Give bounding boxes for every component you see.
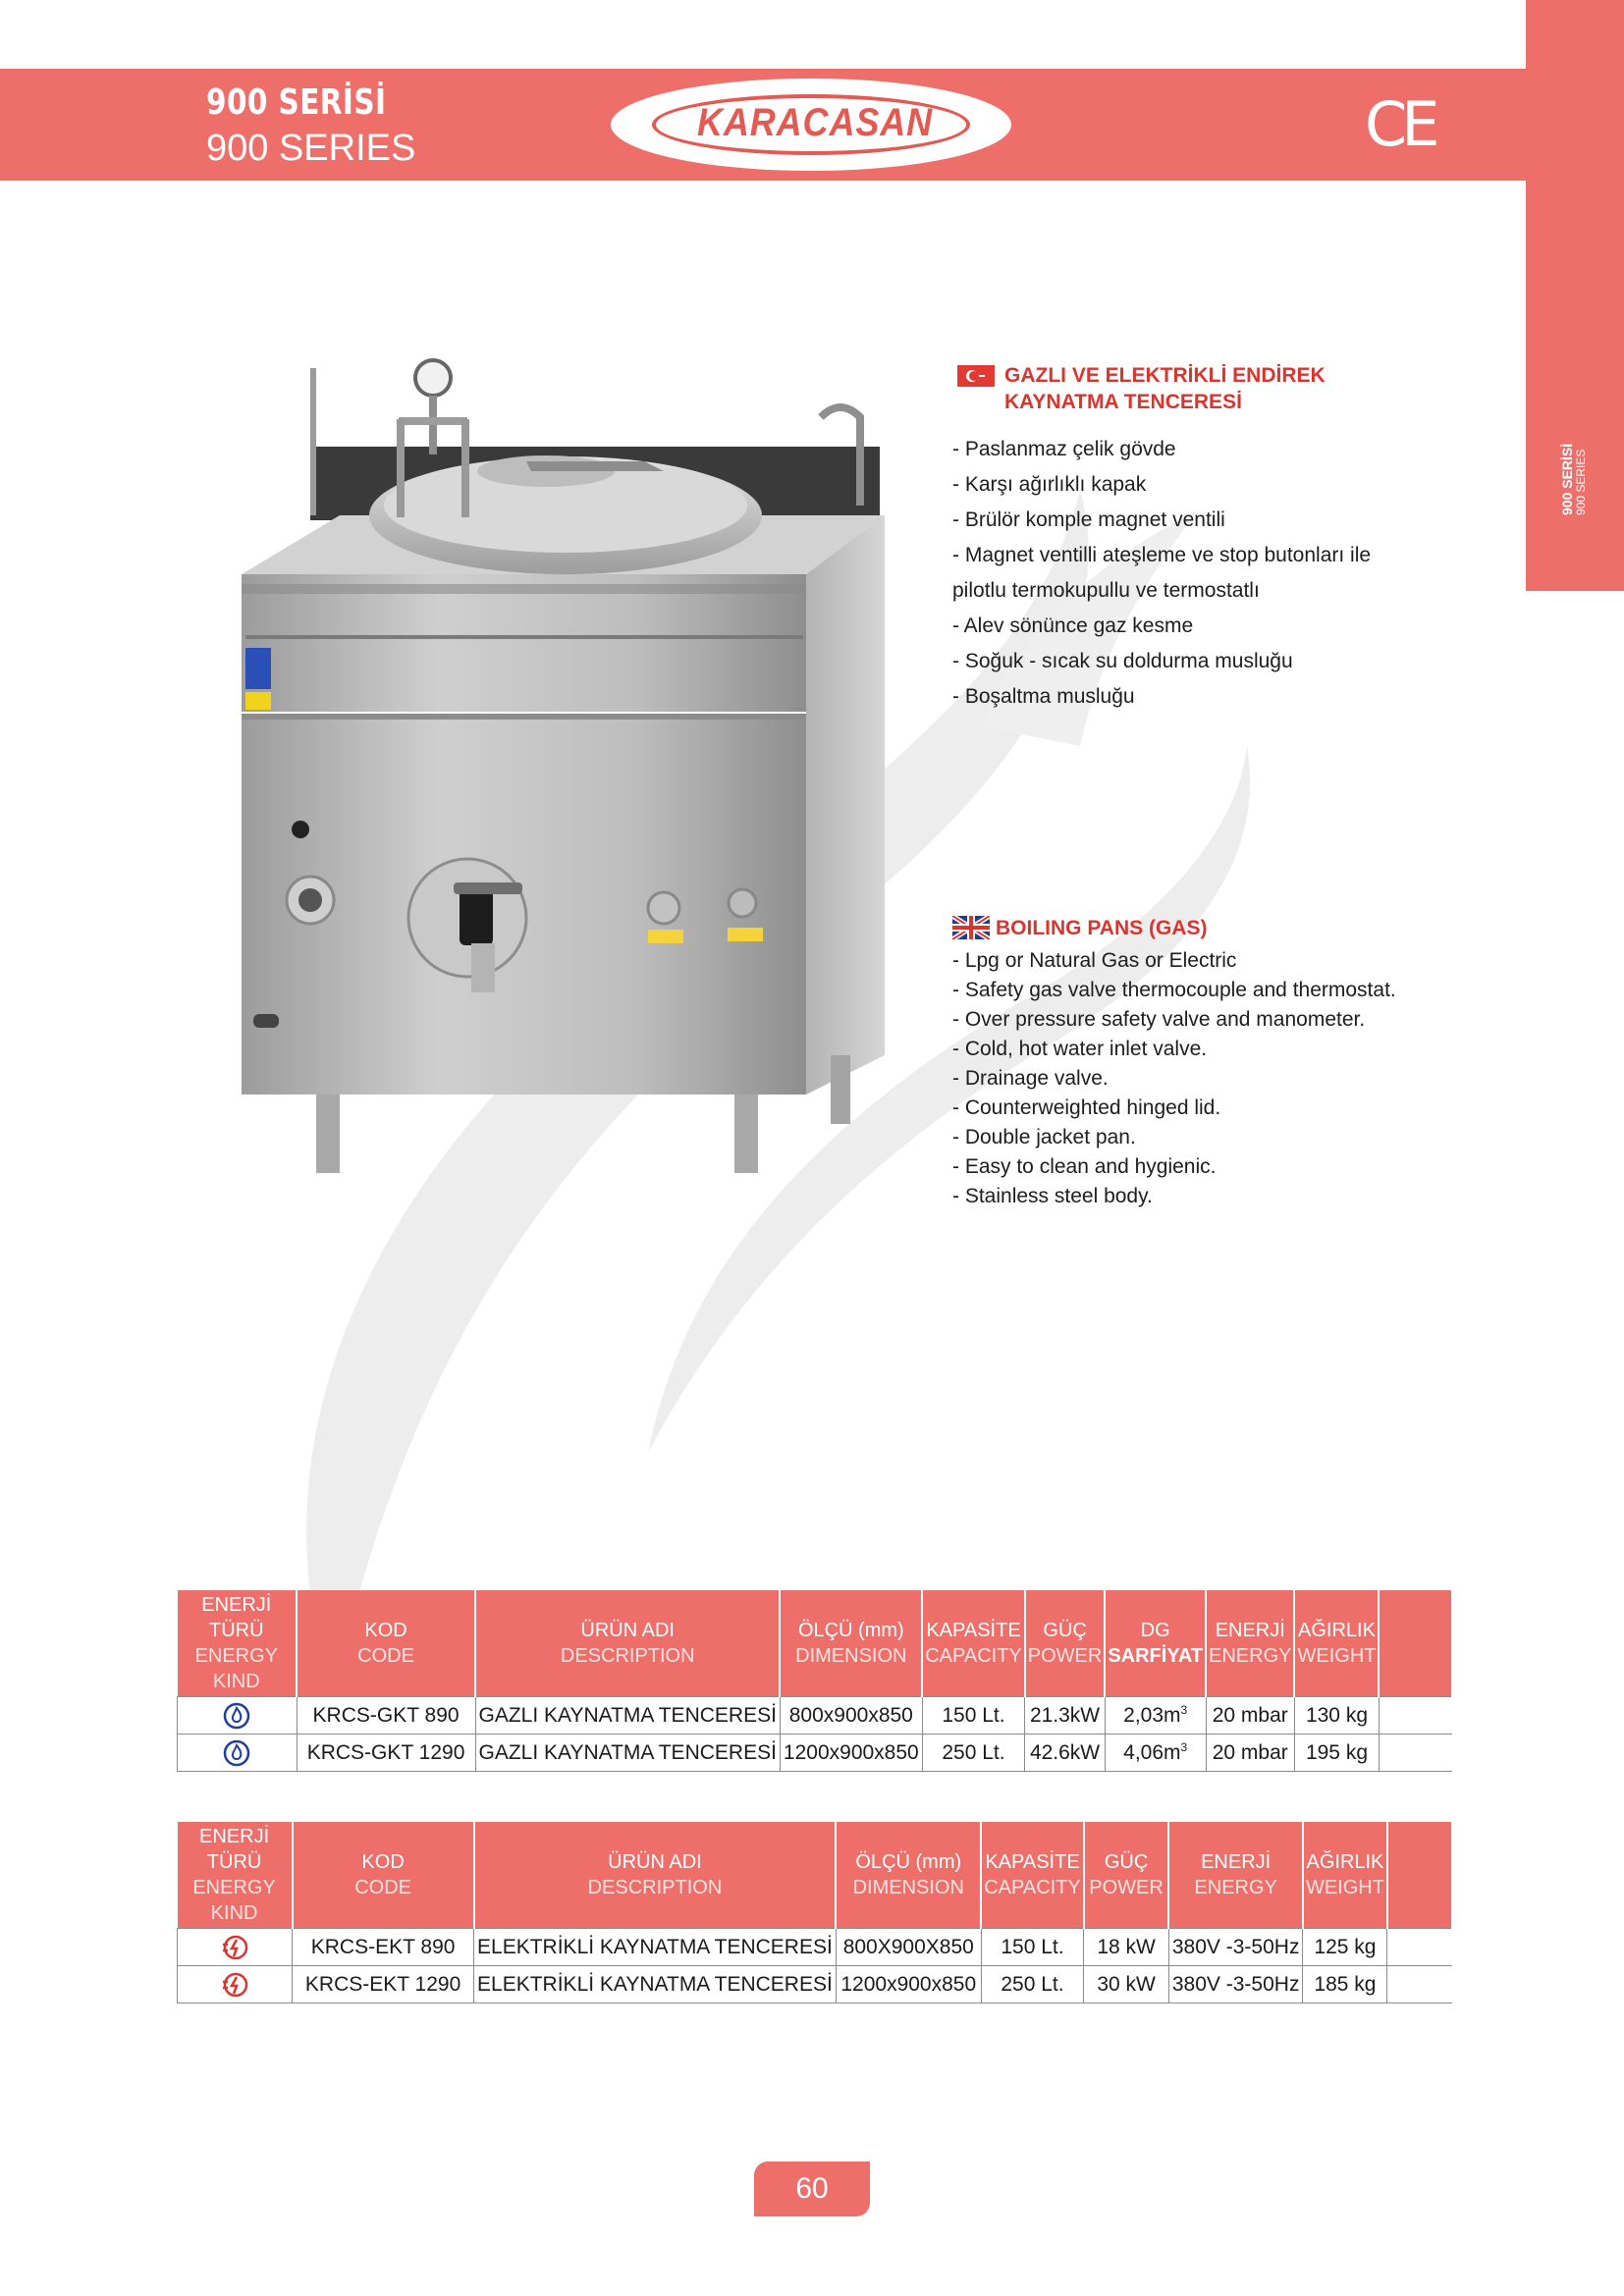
electric-plug-icon: [178, 1966, 293, 2003]
col-consumption: DG SARFİYAT: [1105, 1590, 1206, 1697]
turkish-feature-list: [952, 432, 1414, 715]
cell-energy: 20 mbar: [1206, 1735, 1294, 1772]
cell-dimension: 800X900X850: [836, 1929, 981, 1966]
gas-spec-table: [177, 1590, 1453, 1772]
brand-name: KARACASAN: [696, 101, 934, 144]
cell-spacer: [1387, 1966, 1452, 2003]
cell-dimension: 800x900x850: [780, 1697, 922, 1735]
cell-power: 30 kW: [1084, 1966, 1169, 2003]
feature-item: - Magnet ventilli ateşleme ve stop butonları ile: [952, 544, 1372, 566]
cell-code: KRCS-GKT 890: [297, 1697, 475, 1735]
feature-item: - Stainless steel body.: [952, 1185, 1153, 1207]
side-tab-line1: 900 SERİSİ: [1559, 443, 1575, 515]
cell-spacer: [1387, 1929, 1452, 1966]
cell-consumption: $2,03m^3$: [1105, 1697, 1206, 1735]
table-row: [178, 1929, 1453, 1966]
col-energy: ENERJİ ENERGY: [1168, 1822, 1303, 1929]
feature-item: - Soğuk - sıcak su doldurma musluğu: [952, 650, 1293, 672]
page-number: 60: [754, 2162, 870, 2216]
boiling-pan-image: [232, 348, 909, 1178]
col-dimension: ÖLÇÜ (mm) DIMENSION: [780, 1590, 922, 1697]
cell-power: 42.6kW: [1025, 1735, 1106, 1772]
cell-weight: 125 kg: [1303, 1929, 1387, 1966]
cell-energy: 380V -3-50Hz: [1168, 1929, 1303, 1966]
feature-item: - Safety gas valve thermocouple and thermostat.: [952, 979, 1396, 1001]
turkish-title-line2: KAYNATMA TENCERESİ: [1004, 391, 1242, 413]
feature-item: - Over pressure safety valve and manometer.: [952, 1008, 1366, 1031]
col-weight: AĞIRLIK WEIGHT: [1303, 1822, 1387, 1929]
feature-item: - Counterweighted hinged lid.: [952, 1096, 1221, 1119]
english-feature-list: [952, 946, 1414, 1211]
turkish-title-line1: GAZLI VE ELEKTRİKLİ ENDİREK: [1004, 364, 1326, 387]
col-power: GÜÇ POWER: [1084, 1822, 1169, 1929]
col-code: KOD CODE: [297, 1590, 475, 1697]
table-header-row: [178, 1590, 1453, 1697]
table-row: [178, 1697, 1453, 1735]
col-spacer: [1379, 1590, 1452, 1697]
col-energy-kind: ENERJİ TÜRÜ ENERGY KIND: [178, 1590, 298, 1697]
col-weight: AĞIRLIK WEIGHT: [1294, 1590, 1379, 1697]
feature-item: - Double jacket pan.: [952, 1126, 1136, 1148]
gas-flame-icon: [178, 1735, 298, 1772]
side-tab-line2: 900 SERIES: [1573, 449, 1588, 515]
english-title: BOILING PANS (GAS): [996, 917, 1208, 939]
cell-weight: 195 kg: [1294, 1735, 1379, 1772]
cell-dimension: 1200x900x850: [836, 1966, 981, 2003]
cell-power: 21.3kW: [1025, 1697, 1106, 1735]
ce-mark-icon: CE: [1365, 88, 1435, 160]
electric-spec-table: [177, 1822, 1453, 2003]
feature-item: - Easy to clean and hygienic.: [952, 1155, 1217, 1178]
col-capacity: KAPASİTE CAPACITY: [981, 1822, 1084, 1929]
cell-capacity: 250 Lt.: [981, 1966, 1084, 2003]
cell-power: 18 kW: [1084, 1929, 1169, 1966]
feature-item: - Lpg or Natural Gas or Electric: [952, 949, 1237, 972]
table-row: [178, 1735, 1453, 1772]
cell-code: KRCS-GKT 1290: [297, 1735, 475, 1772]
cell-code: KRCS-EKT 890: [293, 1929, 474, 1966]
turkey-flag-icon: [957, 365, 995, 387]
feature-item: - Karşı ağırlıklı kapak: [952, 473, 1147, 496]
col-energy-kind: ENERJİ TÜRÜ ENERGY KIND: [178, 1822, 293, 1929]
table-header-row: [178, 1822, 1453, 1929]
cell-capacity: 150 Lt.: [922, 1697, 1025, 1735]
feature-item: - Paslanmaz çelik gövde: [952, 438, 1176, 460]
cell-spacer: [1379, 1697, 1452, 1735]
turkish-title: [1004, 362, 1326, 415]
col-description: ÜRÜN ADI DESCRIPTION: [475, 1590, 780, 1697]
table-row: [178, 1966, 1453, 2003]
cell-weight: 130 kg: [1294, 1697, 1379, 1735]
cell-description: ELEKTRİKLİ KAYNATMA TENCERESİ: [474, 1929, 837, 1966]
cell-capacity: 150 Lt.: [981, 1929, 1084, 1966]
gas-flame-icon: [178, 1697, 298, 1735]
feature-item: pilotlu termokupullu ve termostatlı: [952, 579, 1260, 602]
col-capacity: KAPASİTE CAPACITY: [922, 1590, 1025, 1697]
cell-dimension: 1200x900x850: [780, 1735, 922, 1772]
col-description: ÜRÜN ADI DESCRIPTION: [474, 1822, 837, 1929]
series-title-en: 900 SERIES: [206, 128, 416, 169]
feature-item: - Brülör komple magnet ventili: [952, 508, 1225, 531]
cell-description: ELEKTRİKLİ KAYNATMA TENCERESİ: [474, 1966, 837, 2003]
cell-weight: 185 kg: [1303, 1966, 1387, 2003]
electric-plug-icon: [178, 1929, 293, 1966]
feature-item: - Cold, hot water inlet valve.: [952, 1038, 1208, 1060]
col-power: GÜÇ POWER: [1025, 1590, 1106, 1697]
col-code: KOD CODE: [293, 1822, 474, 1929]
feature-item: - Alev sönünce gaz kesme: [952, 614, 1194, 637]
cell-consumption: $4,06m^3$: [1105, 1735, 1206, 1772]
series-title-tr: 900 SERİSİ: [206, 82, 387, 123]
uk-flag-icon: [952, 916, 990, 939]
cell-description: GAZLI KAYNATMA TENCERESİ: [475, 1735, 780, 1772]
feature-item: - Boşaltma musluğu: [952, 685, 1135, 708]
cell-energy: 20 mbar: [1206, 1697, 1294, 1735]
cell-code: KRCS-EKT 1290: [293, 1966, 474, 2003]
col-energy: ENERJİ ENERGY: [1206, 1590, 1294, 1697]
col-spacer: [1387, 1822, 1452, 1929]
side-tab-label: [1560, 444, 1587, 515]
cell-description: GAZLI KAYNATMA TENCERESİ: [475, 1697, 780, 1735]
cell-spacer: [1379, 1735, 1452, 1772]
cell-energy: 380V -3-50Hz: [1168, 1966, 1303, 2003]
cell-capacity: 250 Lt.: [922, 1735, 1025, 1772]
col-dimension: ÖLÇÜ (mm) DIMENSION: [836, 1822, 981, 1929]
feature-item: - Drainage valve.: [952, 1067, 1109, 1090]
